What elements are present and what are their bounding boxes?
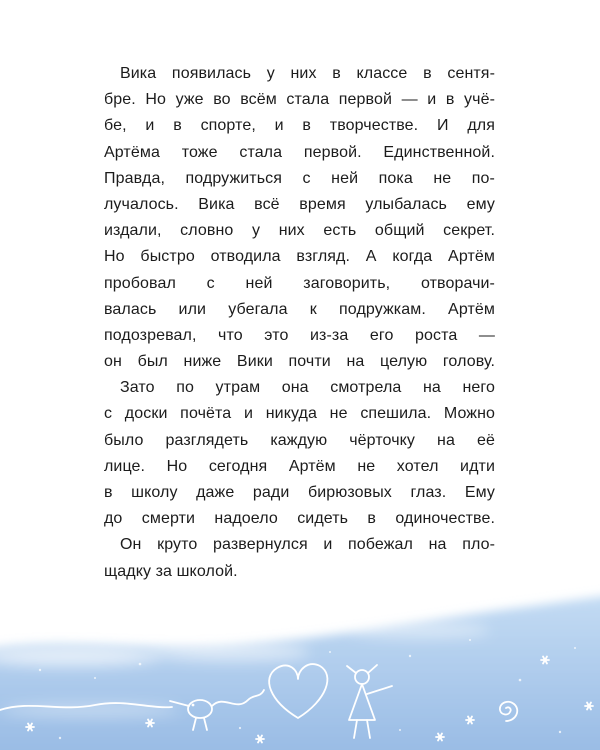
paragraph-2 <box>104 375 495 532</box>
text-line: лучалось. Вика всё время улыбалась ему <box>104 195 495 213</box>
text-line: Но быстро отводила взгляд. А когда Артём <box>104 248 495 266</box>
text-line: Он круто развернулся и побежал на пло- <box>120 536 495 554</box>
text-line: валась или убегала к подружкам. Артём <box>104 300 495 318</box>
snow-dot <box>574 647 576 649</box>
text-line: бре. Но уже во всём стала первой — и в учё- <box>104 91 495 109</box>
text-line: бе, и в спорте, и в творчестве. И для <box>104 117 495 135</box>
snow-dot <box>399 729 401 731</box>
text-line: пробовал с ней заговорить, отворачи- <box>104 274 495 292</box>
snow-dot <box>239 727 241 729</box>
mist-patch <box>350 622 490 638</box>
snow-dot <box>559 731 561 733</box>
bird-eye <box>192 704 195 707</box>
snow-dot <box>329 651 331 653</box>
winter-illustration <box>0 560 600 750</box>
text-line: лице. Но сегодня Артём не хотел идти <box>104 457 495 475</box>
text-line: Зато по утрам она смотрела на него <box>120 379 495 397</box>
story-text <box>104 61 495 585</box>
paragraph-1 <box>104 61 495 375</box>
snow-dot <box>469 639 471 641</box>
text-line: щадку за школой. <box>104 562 238 580</box>
mist-patch <box>150 643 310 661</box>
snow-dot <box>94 677 96 679</box>
snow-dot <box>139 663 142 666</box>
snow-dot <box>409 655 411 657</box>
text-line: Артёма тоже стала первой. Единственной. <box>104 143 495 161</box>
text-line: он был ниже Вики почти на целую голову. <box>104 353 495 371</box>
text-line: подозревал, что это из-за его роста — <box>104 326 495 344</box>
text-line: в школу даже ради бирюзовых глаз. Ему <box>104 484 495 501</box>
text-line: Правда, подружиться с ней пока не по- <box>104 169 495 187</box>
snow-dot <box>519 679 522 682</box>
snow-dot <box>59 737 61 739</box>
snow-dot <box>39 669 41 671</box>
text-line: Вика появилась у них в классе в сентя- <box>120 65 495 82</box>
text-line: с доски почёта и никуда не спешила. Можно <box>104 405 495 423</box>
text-line: было разглядеть каждую чёрточку на её <box>104 431 495 449</box>
text-line: издали, словно у них есть общий секрет. <box>104 222 495 240</box>
text-line: до смерти надоело сидеть в одиночестве. <box>104 510 495 528</box>
